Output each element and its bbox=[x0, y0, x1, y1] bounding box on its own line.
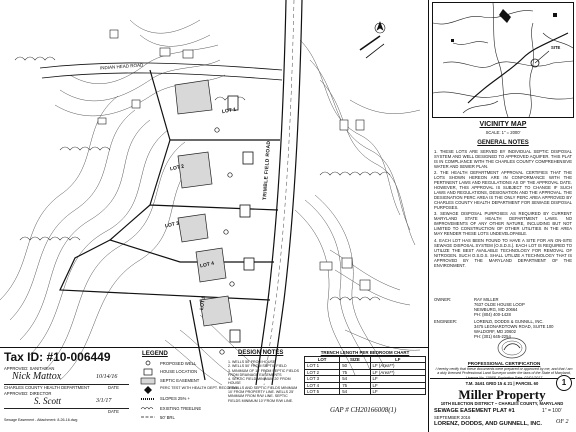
owner-block bbox=[434, 297, 574, 317]
table-cell: LF (Area**) bbox=[370, 363, 425, 369]
table-cell: LOT 2 bbox=[305, 369, 340, 375]
vicinity-map-drawing bbox=[433, 3, 573, 117]
design-note-2: 2. WELLS 50' FROM SEPTIC FIELD bbox=[228, 364, 287, 369]
owner-address-2: NEWBURG, MD 20664 bbox=[474, 307, 518, 312]
side-road-label: INDIAN HEAD ROAD bbox=[99, 62, 144, 71]
table-cell: LOT 1 bbox=[305, 363, 340, 369]
table-cell: 75 bbox=[340, 369, 370, 375]
general-note-2: 2. THE HEALTH DEPARTMENT APPROVAL CERTIFIES THAT THE LOTS SHOWN HEREON ARE IN CONFORMANCE WITH THE PERTINENT LAWS AND REGULATIONS AS OF THE APPROVAL DATE. HOWEVER, THIS APPROVAL IS SUBJECT TO CHANGE IF SUCH LAWS AND REGULATIONS, DESIGNATION AND THE APPROVAL. THE DESIGNATION PERC AREA IS THE ONLY PERC AREA APPROVED BY CHARLES COUNTY HEALTH DEPARTMENT FOR SEWAGE DISPOSAL PURPOSES. bbox=[434, 170, 572, 211]
treeline-icon bbox=[141, 408, 153, 410]
handwritten-gap-note: GAP # CH20166008(1) bbox=[330, 406, 397, 414]
well-icon bbox=[146, 361, 150, 365]
north-arrow-icon bbox=[375, 22, 385, 33]
engineer-address-2: WALDORF, MD 20602 bbox=[474, 329, 516, 334]
engineer-phone: PH: (301) 645-2254 bbox=[474, 334, 511, 339]
house-locations bbox=[228, 96, 254, 342]
certification-seal bbox=[496, 336, 528, 360]
table-cell: LF bbox=[370, 389, 425, 395]
lot-label-5: LOT 5 bbox=[198, 295, 208, 311]
sheet-title: SEWAGE EASEMENT PLAT #1 bbox=[434, 408, 515, 414]
legend-item-treeline: EXISTING TREELINE bbox=[160, 406, 202, 411]
general-note-1: 1. THESE LOTS ARE SERVED BY INDIVIDUAL SEPTIC DISPOSAL SYSTEM AND WELL DESIGNED TO APPROVED AQUIFER. THIS PLAT IS IN COMPLIANCE WITH THE CHARLES COUNTY COMPREHENSIVE WATER AND SEWER PLAN. bbox=[434, 149, 572, 169]
general-notes bbox=[434, 149, 572, 307]
trench-header-lf: LF bbox=[370, 357, 425, 363]
table-cell: LOT 4 bbox=[305, 382, 340, 388]
footer-note: Sewage Easement - Attachment: 8-26-16.dwg bbox=[4, 418, 78, 422]
election-district: 10TH ELECTION DISTRICT ~ CHARLES COUNTY, MARYLAND bbox=[440, 401, 564, 406]
design-note-1: 1. WELLS 50' FROM HOUSE bbox=[228, 360, 276, 364]
side-road bbox=[40, 63, 282, 80]
certification-text: I hereby certify that these documents were prepared or approved by me, and that I am a duly licensed Professional Land Surveyor under the laws of the State of Maryland, License No. 10958, Expiration Date: 02/01/2017 bbox=[435, 367, 573, 380]
legend-item-septic: SEPTIC EASEMENT bbox=[160, 378, 200, 383]
general-notes-title: GENERAL NOTES bbox=[477, 140, 529, 146]
vicinity-map-title: VICINITY MAP bbox=[479, 121, 527, 128]
trench-chart bbox=[304, 350, 426, 395]
firm-name: LORENZ, DODDS, AND GUNNELL, INC. bbox=[434, 421, 542, 427]
legend-symbols bbox=[138, 359, 158, 425]
certification-title: PROFESSIONAL CERTIFICATION bbox=[467, 361, 541, 366]
table-cell: LOT 3 bbox=[305, 376, 340, 382]
tax-map-ref: T.M. 3&61 GRID 15 & 21 | PARCEL 60 bbox=[465, 381, 539, 386]
lot-label-3: LOT 3 bbox=[164, 220, 180, 230]
design-note-5: 5. WELLS AND SEPTIC FIELDS MINIMUM 10' FROM PROPERTY LINE. WELLS 25' MINIMUM FROM R/W LINE. SEPTIC FIELDS MINIMUM 10' FROM R/W LINE. bbox=[228, 385, 298, 403]
seal-icon bbox=[496, 336, 528, 360]
hatched-marker bbox=[360, 36, 384, 58]
lot-label-1: LOT 1 bbox=[221, 106, 237, 116]
trench-header-size: SIZE bbox=[340, 357, 370, 363]
table-cell: LF bbox=[370, 376, 425, 382]
trench-chart-title: TRENCH LENGTH PER BEDROOM CHART bbox=[320, 350, 410, 355]
sanitarian-signature-date: 10/14/16 bbox=[96, 374, 118, 380]
septic-easement-icon bbox=[141, 378, 155, 384]
legend-title: LEGEND bbox=[142, 350, 168, 357]
legend-item-well: PROPOSED WELL bbox=[160, 361, 197, 366]
design-notes bbox=[226, 350, 300, 428]
legend-item-house: HOUSE LOCATION bbox=[160, 369, 198, 374]
owner-address-1: 7637 OLDE HOUSE LOOP bbox=[474, 302, 525, 307]
trench-table bbox=[304, 356, 426, 395]
date-label-2: DATE bbox=[108, 409, 119, 414]
general-note-4: 4. EACH LOT HAS BEEN FOUND TO HAVE A SITE FOR AN ON-SITE SEWAGE DISPOSAL SYSTEM (O.S.D.S.). EACH LOT IS REQUIRED TO UTILIZE THE BEST AVAILABLE TECHNOLOGY FOR REMOVAL OF NITROGEN. SUCH O.S.D.S. SHALL UTILIZE A TECHNOLOGY THAT IS APPROVED BY THE MARYLAND DEPARTMENT OF THE ENVIRONMENT. bbox=[434, 237, 572, 268]
design-note-3: 3. MINIMUM OF 15' FROM SEPTIC FIELDS FROM DRAINAGE EASEMENTS bbox=[228, 368, 299, 377]
approved-director-label: APPROVED: DIRECTOR bbox=[4, 391, 52, 396]
title-block bbox=[430, 378, 575, 432]
engineer-label: ENGINEER: bbox=[434, 319, 458, 324]
legend-item-perc: PERC TEST WITH HEALTH DEPT. RECORD # bbox=[160, 386, 238, 390]
director-signature-date: 3/1/17 bbox=[96, 398, 112, 404]
project-name: Miller Property bbox=[458, 387, 546, 402]
sanitarian-signature: Nick Mattox bbox=[12, 371, 62, 382]
septic-easements bbox=[175, 80, 232, 326]
vicinity-site-label: SITE bbox=[551, 45, 561, 50]
design-notes-title: DESIGN NOTES bbox=[238, 350, 284, 356]
health-dept-label: CHARLES COUNTY HEALTH DEPARTMENT bbox=[4, 385, 90, 390]
tax-id: Tax ID: #10-006449 bbox=[4, 350, 111, 364]
table-cell: 54 bbox=[340, 389, 370, 395]
road-label: TRIMBLE FIELD ROAD bbox=[262, 140, 273, 201]
lot-label-2: LOT 2 bbox=[169, 163, 185, 173]
owner-label: OWNER: bbox=[434, 297, 452, 302]
design-note-4: 4. SEPTIC FIELD MINIMUM 20' FROM HOUSE bbox=[228, 377, 291, 386]
vicinity-map-scale: SCALE: 1" = 2000' bbox=[485, 130, 521, 135]
lot-label-4: LOT 4 bbox=[199, 260, 215, 270]
table-cell: LF bbox=[370, 382, 425, 388]
sheet-scale: 1" = 100' bbox=[542, 408, 562, 414]
house-icon bbox=[144, 369, 152, 375]
owner-name: RAY MILLER bbox=[474, 297, 499, 302]
legend-item-slopes: SLOPES 25% + bbox=[160, 396, 190, 401]
owner-phone: PH: (804) 400-1428 bbox=[474, 312, 511, 317]
signature-block bbox=[4, 366, 134, 426]
date-label-1: DATE bbox=[108, 385, 119, 390]
engineer-name: LORENZI, DODDS & GUNNILL, INC. bbox=[474, 319, 544, 324]
director-signature: S. Scott bbox=[34, 396, 61, 406]
trench-header-lot: LOT bbox=[305, 357, 340, 363]
approved-sanitarian-label: APPROVED: SANITARIAN bbox=[4, 366, 55, 371]
engineer-address-1: 3475 LEONARDTOWN ROAD, SUITE 100 bbox=[474, 324, 554, 329]
existing-structures bbox=[98, 30, 370, 290]
table-cell: LOT 5 bbox=[305, 389, 340, 395]
table-row bbox=[305, 389, 426, 395]
bottom-strip-border bbox=[0, 347, 429, 348]
legend bbox=[138, 350, 238, 428]
sheet-number-badge: 1 bbox=[556, 375, 572, 391]
vicinity-map bbox=[432, 2, 574, 118]
table-cell: 54 bbox=[340, 376, 370, 382]
general-note-3: 3. SEWAGE DISPOSAL PURPOSES AS REQUIRED BY CURRENT MARYLAND STATE HEALTH DEPARTMENT LAWS. NO IMPROVEMENTS OF ANY OTHER NATURE, INCLUDING BUT NOT LIMITED TO CONSTRUCTION OF OTHER UTILITIES IN THE AREA MAY RENDER THESE LOTS UNDEVELOPABLE. bbox=[434, 211, 572, 237]
table-cell: 75 bbox=[340, 382, 370, 388]
legend-item-brl: 50' BRL bbox=[160, 415, 175, 420]
perc-test-icon bbox=[144, 386, 152, 394]
plat-date: SEPTEMBER 2016 bbox=[434, 415, 471, 420]
table-cell: 50 bbox=[340, 363, 370, 369]
sheet-of: OF 2 bbox=[556, 419, 569, 425]
table-cell: LF (Area**) bbox=[370, 369, 425, 375]
